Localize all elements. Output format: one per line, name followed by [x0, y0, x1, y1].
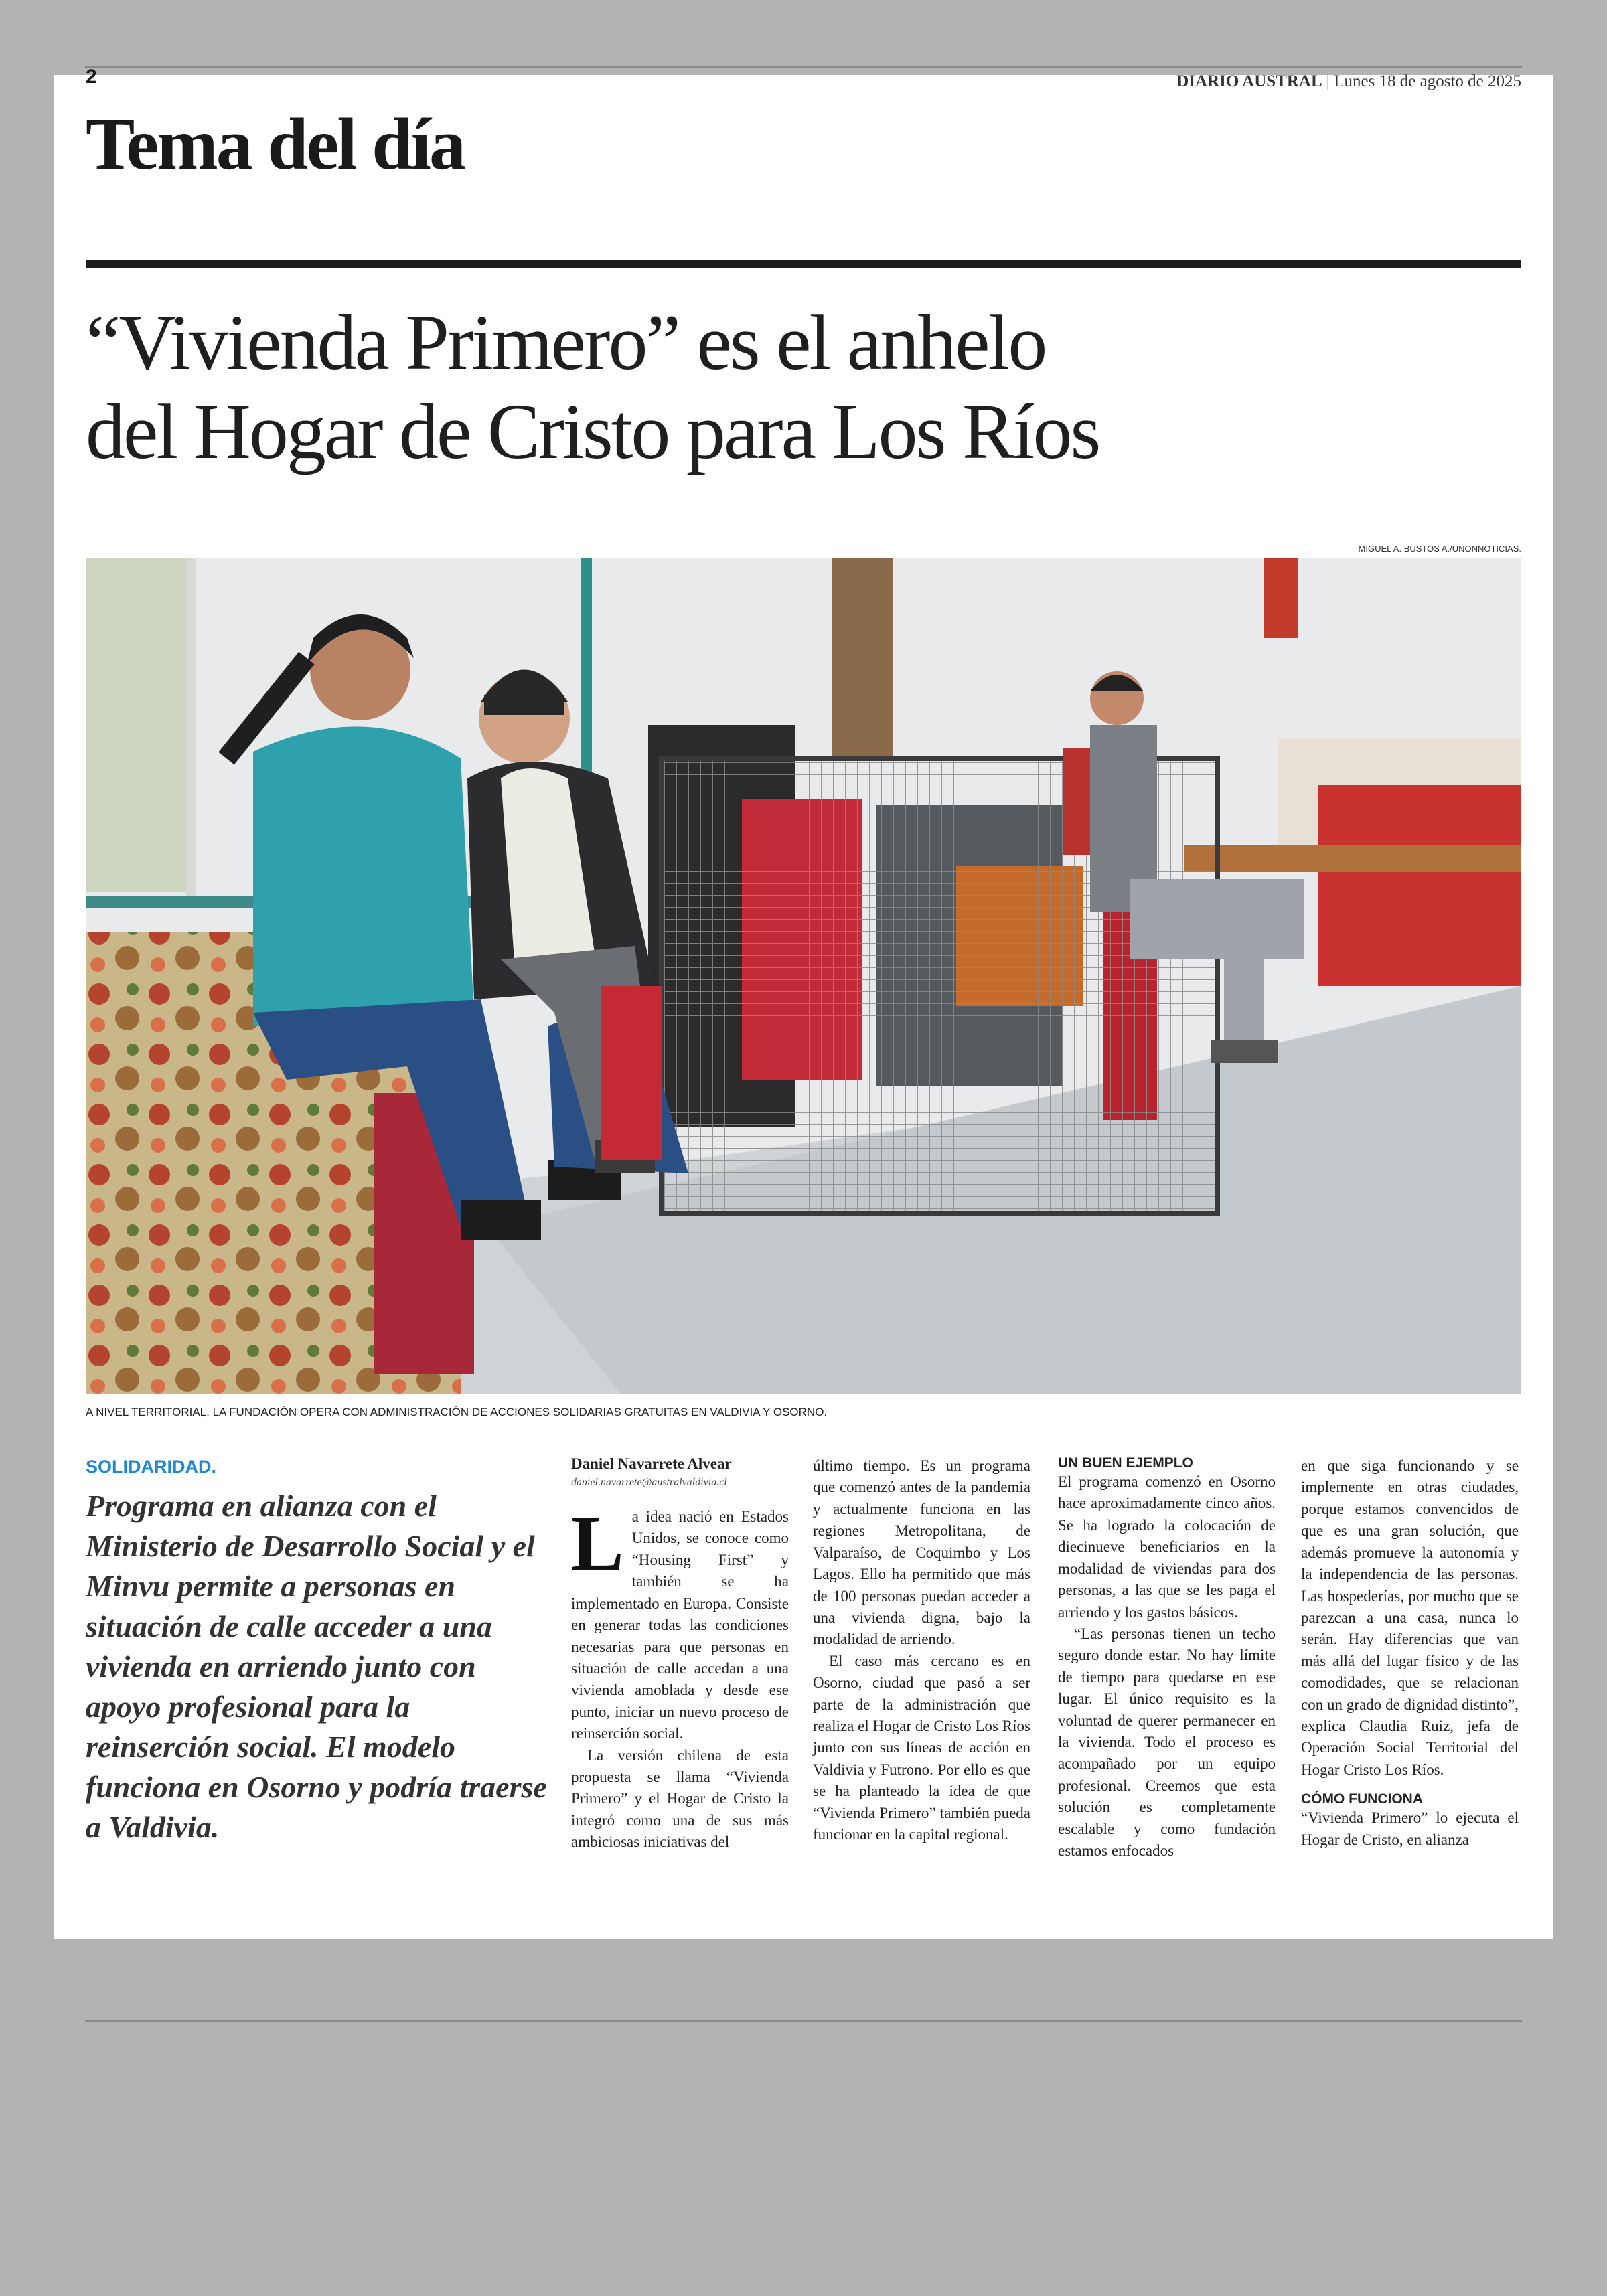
paragraph: último tiempo. Es un programa que comenzó antes de la pandemia y actualmente funciona en las regiones Metropolitana, de Valparaíso, de Coquimbo y Los Lagos. Ello ha permitido que más de 100 personas puedan acceder a una vivienda digna, bajo la modalidad de arriendo.	[813, 1457, 1030, 1648]
bottom-divider	[85, 2020, 1522, 2022]
article-column-4	[1301, 1455, 1519, 1851]
photo-credit: MIGUEL A. BUSTOS A./UNONNOTICIAS.	[1358, 544, 1521, 554]
publication-date: Lunes 18 de agosto de 2025	[1334, 72, 1521, 90]
drop-cap: L	[571, 1499, 624, 1587]
page-number: 2	[86, 66, 97, 88]
headline-line-2: del Hogar de Cristo para Los Ríos	[86, 388, 1099, 476]
article-column-1	[571, 1455, 789, 1854]
section-title: Tema del día	[86, 103, 465, 185]
section-rule	[86, 260, 1521, 268]
author-byline: Daniel Navarrete Alvear	[571, 1455, 732, 1472]
subhead: UN BUEN EJEMPLO	[1058, 1455, 1193, 1471]
masthead	[1176, 72, 1521, 91]
headline	[86, 298, 1525, 477]
paragraph: “Las personas tienen un techo seguro donde estar. No hay límite de tiempo para quedarse en ese lugar. El único requisito es la voluntad de querer permanecer en la vivienda. Todo el proceso es acompañado por un equipo profesional. Creemos que esta solución es completamente escalable y como fundación estamos enfocados	[1058, 1625, 1276, 1860]
author-email: daniel.navarrete@australvaldivia.cl	[571, 1477, 727, 1488]
paragraph: en que siga funcionando y se implemente en otras ciudades, porque estamos convencidos de que es una gran solución, que además promueve la autonomía y la independencia de las personas. Las hospederías, por mucho que se parezcan a una casa, nunca lo serán. Hay diferencias que van más allá del lugar físico y de las comodidades, que se relacionan con un grado de dignidad distinto”, explica Claudia Ruiz, jefa de Operación Social Territorial del Hogar Cristo Los Ríos.	[1301, 1457, 1519, 1778]
photo-caption: A NIVEL TERRITORIAL, LA FUNDACIÓN OPERA CON ADMINISTRACIÓN DE ACCIONES SOLIDARIAS GRATUITAS EN VALDIVIA Y OSORNO.	[86, 1406, 828, 1418]
publication-name: DIARIO AUSTRAL	[1176, 72, 1322, 90]
paragraph: El programa comenzó en Osorno hace aproximadamente cinco años. Se ha logrado la colocación de diecinueve beneficiarios en la modalidad de viviendas para dos personas, a las que se les paga el arriendo y los gastos básicos.	[1058, 1473, 1276, 1621]
paragraph: “Vivienda Primero” lo ejecuta el Hogar de Cristo, en alianza	[1301, 1809, 1519, 1848]
deck: Programa en alianza con el Ministerio de Desarrollo Social y el Minvu permite a personas en situación de calle acceder a una vivienda en arriendo junto con apoyo profesional para la reinserción social. El modelo funciona en Osorno y podría traerse a Valdivia.	[86, 1489, 547, 1845]
masthead-separator: |	[1322, 72, 1334, 90]
subhead: CÓMO FUNCIONA	[1301, 1791, 1423, 1807]
paragraph: a idea nació en Estados Unidos, se conoce como “Housing First” y también se ha implementado en Europa. Consiste en generar todas las condiciones necesarias para que personas en situación de calle accedan a una vivienda amoblada y desde ese punto, iniciar un nuevo proceso de reinserción social.	[571, 1508, 789, 1742]
article-column-3	[1058, 1455, 1276, 1862]
article-column-2	[813, 1455, 1030, 1846]
paragraph: El caso más cercano es en Osorno, ciudad que pasó a ser parte de la administración que realiza el Hogar de Cristo Los Ríos junto con sus líneas de acción en Valdivia y Futrono. Por ello es que se ha planteado la idea de que “Vivienda Primero” también pueda funcionar en la capital regional.	[813, 1652, 1030, 1843]
article-photo	[86, 558, 1521, 1394]
top-divider	[85, 66, 1522, 68]
paragraph: La versión chilena de esta propuesta se llama “Vivienda Primero” y el Hogar de Cristo la integró como una de sus más ambiciosas iniciativas del	[571, 1746, 789, 1851]
headline-line-1: “Vivienda Primero” es el anhelo	[86, 299, 1046, 386]
kicker: SOLIDARIDAD.	[86, 1457, 216, 1477]
